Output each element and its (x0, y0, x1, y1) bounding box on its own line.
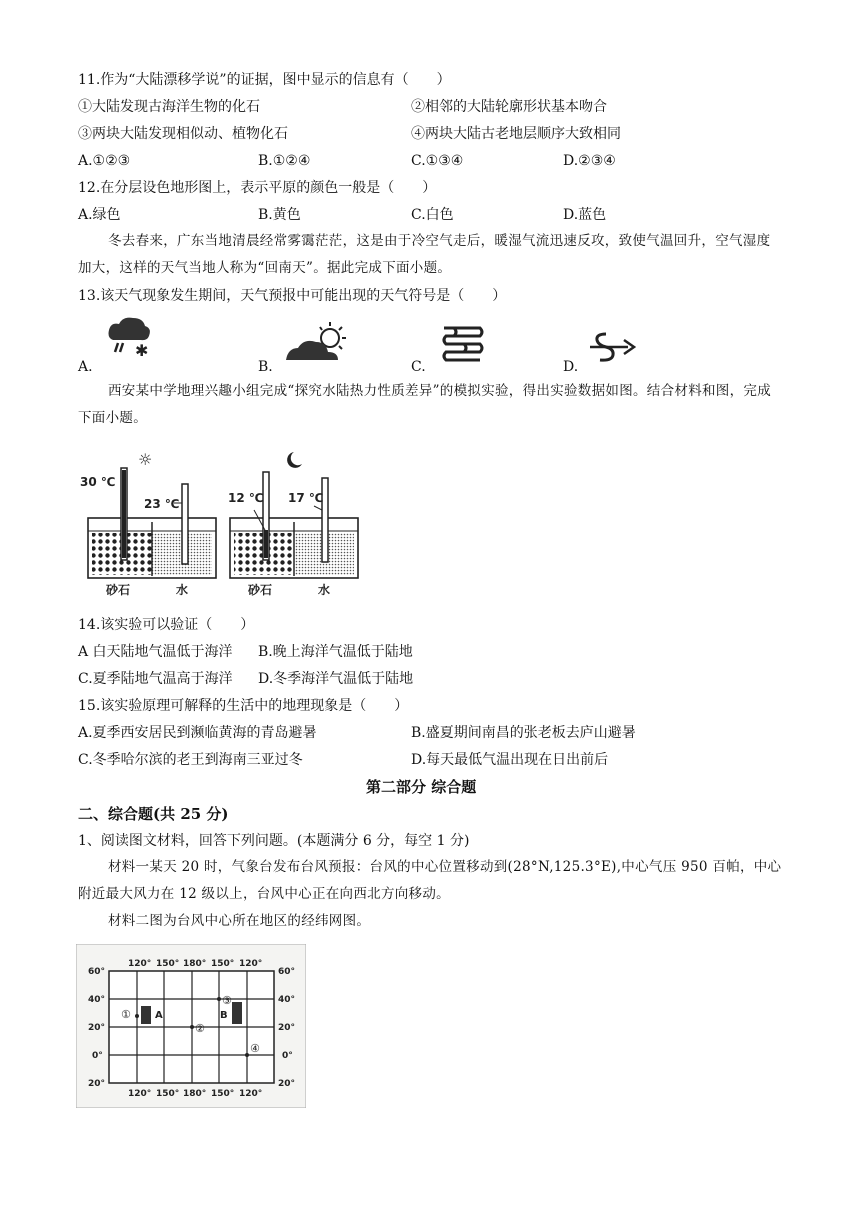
material-huinan: 冬去春来，广东当地清晨经常雾霭茫茫，这是由于冷空气走后，暖湿气流迅速反攻，致使气温回升，空气湿度加大，这样的天气当地人称为“回南天”。据此完成下面小题。 (78, 233, 771, 276)
day-water-label: 水 (176, 583, 189, 597)
q13-option-d[interactable]: D. (563, 359, 579, 375)
night-sand-temp: 12 ℃ (228, 491, 264, 505)
q1-material1: 材料一某天 20 时，气象台发布台风预报：台风的中心位置移动到(28°N,125.3°E),中心气压 950 百帕，中心附近最大风力在 12 级以上，台风中心正在向西北方向移动。 (78, 859, 782, 902)
q14-option-a[interactable]: A 白天陆地气温低于海洋 (78, 644, 233, 660)
day-water-temp: 23 ℃ (144, 497, 180, 511)
left-lat-1: 60° (88, 967, 106, 977)
q15-option-a[interactable]: A.夏季西安居民到濒临黄海的青岛避暑 (78, 725, 317, 741)
point-2: ② (195, 1022, 205, 1035)
q12-stem: 12.在分层设色地形图上，表示平原的颜色一般是（ ） (78, 180, 437, 196)
q12-option-d[interactable]: D.蓝色 (563, 207, 607, 223)
q11-option-b[interactable]: B.①②④ (258, 153, 311, 169)
right-lat-2: 40° (278, 995, 296, 1005)
lat-lon-grid-map (76, 944, 306, 1108)
q15-option-c[interactable]: C.冬季哈尔滨的老王到海南三亚过冬 (78, 752, 303, 768)
day-container (88, 450, 216, 578)
q11-item-1: ①大陆发现古海洋生物的化石 (78, 99, 260, 115)
section-title: 二、综合题(共 25 分) (78, 805, 229, 823)
q12-option-b[interactable]: B.黄色 (258, 207, 301, 223)
q14-stem: 14.该实验可以验证（ ） (78, 617, 255, 633)
sunny-cloudy-icon (284, 318, 354, 364)
bottom-lon-2: 150° (156, 1089, 180, 1099)
top-lon-1: 120° (128, 959, 152, 969)
rain-snow-icon (105, 312, 153, 360)
q12-option-a[interactable]: A.绿色 (78, 207, 121, 223)
q15-option-d[interactable]: D.每天最低气温出现在日出前后 (411, 752, 609, 768)
right-lat-1: 60° (278, 967, 296, 977)
left-lat-3: 20° (88, 1023, 106, 1033)
day-sand-temp: 30 ℃ (80, 475, 116, 489)
top-lon-3: 180° (183, 959, 207, 969)
experiment-diagram (76, 440, 376, 602)
q11-item-4: ④两块大陆古老地层顺序大致相同 (411, 126, 621, 142)
day-sand-label: 砂石 (106, 583, 131, 597)
q14-option-d[interactable]: D.冬季海洋气温低于陆地 (258, 671, 414, 687)
part2-title: 第二部分 综合题 (366, 778, 477, 796)
bottom-lon-3: 180° (183, 1089, 207, 1099)
night-water-temp: 17 ℃ (288, 491, 324, 505)
point-3: ③ (222, 994, 232, 1007)
material-experiment: 西安某中学地理兴趣小组完成“探究水陆热力性质差异”的模拟实验，得出实验数据如图。结合材料和图，完成下面小题。 (78, 383, 772, 426)
svg-text:☼: ☼ (138, 450, 153, 469)
q1-stem: 1、阅读图文材料，回答下列问题。(本题满分 6 分，每空 1 分) (78, 833, 470, 849)
night-sand-label: 砂石 (248, 583, 273, 597)
sandstorm-icon (588, 330, 636, 364)
q13-option-c[interactable]: C. (411, 359, 426, 375)
top-lon-4: 150° (211, 959, 235, 969)
night-container (230, 452, 358, 578)
q11-stem: 11.作为“大陆漂移学说”的证据，图中显示的信息有（ ） (78, 72, 451, 88)
bottom-lon-1: 120° (128, 1089, 152, 1099)
q11-option-a[interactable]: A.①②③ (78, 153, 131, 169)
top-lon-5: 120° (239, 959, 263, 969)
point-4: ④ (250, 1042, 260, 1055)
left-lat-5: 20° (88, 1079, 106, 1089)
right-lat-4: 0° (282, 1051, 293, 1061)
q11-item-3: ③两块大陆发现相似动、植物化石 (78, 126, 288, 142)
q15-stem: 15.该实验原理可解释的生活中的地理现象是（ ） (78, 698, 409, 714)
svg-text:✱: ✱ (135, 341, 149, 360)
q11-option-c[interactable]: C.①③④ (411, 153, 464, 169)
q13-option-a[interactable]: A. (78, 359, 93, 375)
right-lat-5: 20° (278, 1079, 296, 1089)
q14-option-b[interactable]: B.晚上海洋气温低于陆地 (258, 644, 413, 660)
q14-option-c[interactable]: C.夏季陆地气温高于海洋 (78, 671, 233, 687)
right-lat-3: 20° (278, 1023, 296, 1033)
q11-item-2: ②相邻的大陆轮廓形状基本吻合 (411, 99, 607, 115)
left-lat-4: 0° (92, 1051, 103, 1061)
q15-option-b[interactable]: B.盛夏期间南昌的张老板去庐山避暑 (411, 725, 636, 741)
area-b-label: B (220, 1010, 228, 1021)
top-lon-2: 150° (156, 959, 180, 969)
left-lat-2: 40° (88, 995, 106, 1005)
q13-stem: 13.该天气现象发生期间，天气预报中可能出现的天气符号是（ ） (78, 288, 507, 304)
bottom-lon-4: 150° (211, 1089, 235, 1099)
q1-material2: 材料二图为台风中心所在地区的经纬网图。 (108, 913, 371, 929)
area-a-label: A (155, 1010, 163, 1021)
bottom-lon-5: 120° (239, 1089, 263, 1099)
fog-icon (440, 322, 486, 362)
q13-option-b[interactable]: B. (258, 359, 273, 375)
night-water-label: 水 (318, 583, 331, 597)
point-1: ① (121, 1008, 131, 1021)
q11-option-d[interactable]: D.②③④ (563, 153, 616, 169)
q12-option-c[interactable]: C.白色 (411, 207, 454, 223)
